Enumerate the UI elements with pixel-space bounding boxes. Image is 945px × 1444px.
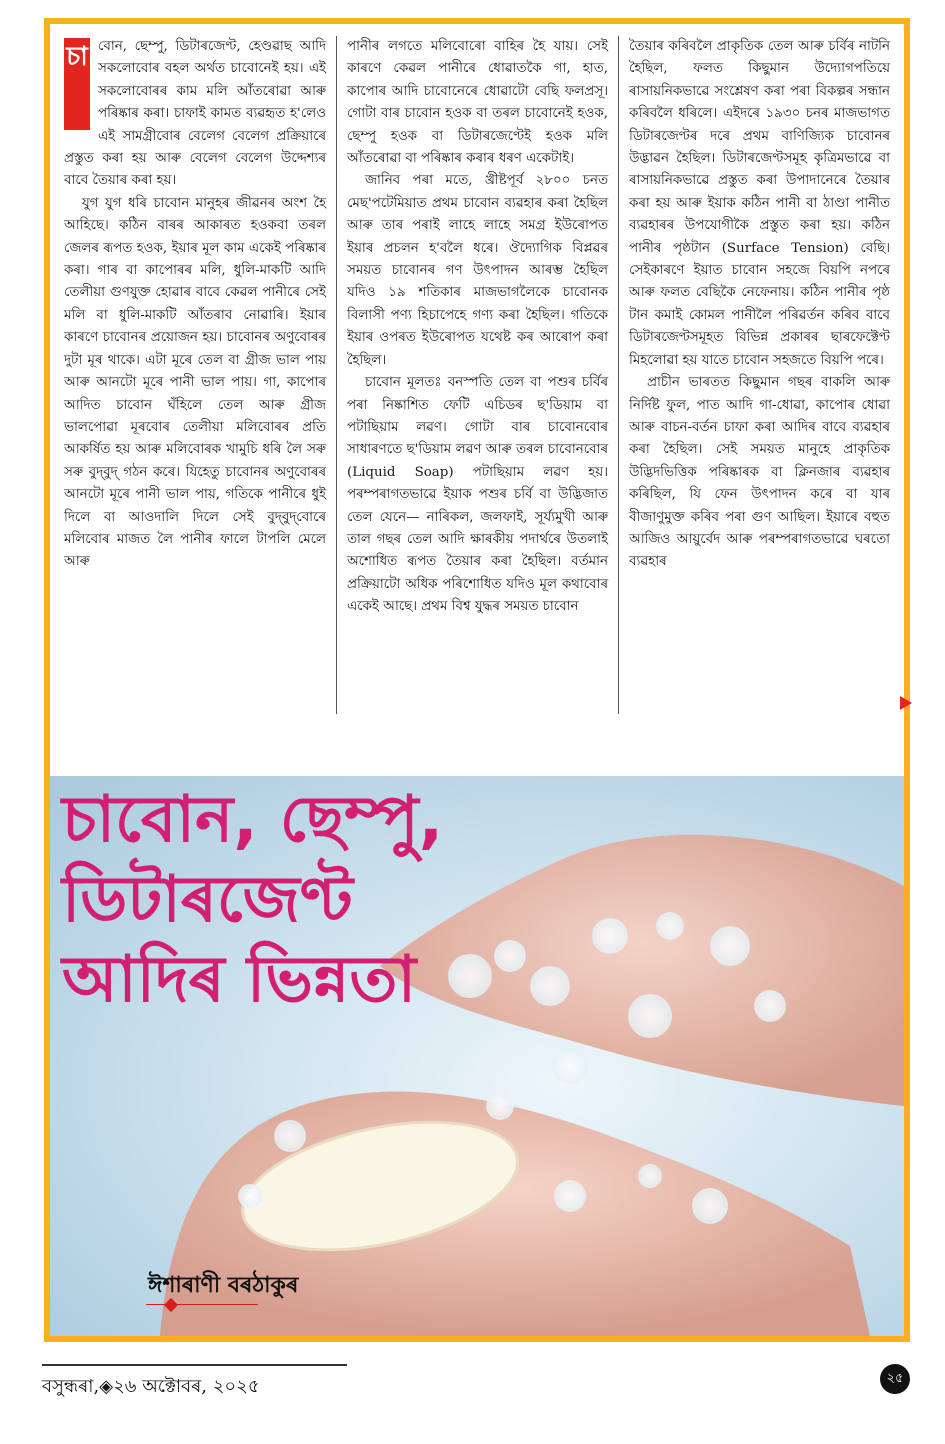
paragraph: প্ৰাচীন ভাৰতত কিছুমান গছৰ বাকলি আৰু নিৰ্দিষ্ট ফুল, পাত আদি গা-ধোৱা, কাপোৰ ধোৱা আৰু বাচন-বৰ্তন চাফা কৰা আদিৰ বাবে ব্যৱহাৰ কৰা হৈছিল। সেই সময়ত মানুহে প্ৰাকৃতিক উদ্ভিদভিত্তিক পৰিষ্কাৰক বা ক্লিনজাৰ ব্যৱহাৰ কৰিছিল, যি ফেন উৎপাদন কৰে বা যাৰ বীজাণুমুক্ত কৰিব পৰা গুণ আছিল। ইয়াৰে বহুত আজিও আয়ুৰ্বেদ আৰু পৰম্পৰাগতভাৱে ঘৰতো ব্যৱহাৰ (629, 375, 890, 570)
author-name: ঈশাৰাণী বৰঠাকুৰ (148, 1272, 299, 1298)
column-1 (54, 36, 336, 714)
column-3 (618, 36, 900, 714)
frame-right-border (904, 664, 910, 1342)
article-columns (54, 36, 900, 714)
paragraph: পানীৰ লগতে মলিবোৰো বাহিৰ হৈ যায়। সেই কাৰণে কেৱল পানীৰে ধোৱাতকৈ গা, হাত, কাপোৰ আদি চাবোনেৰে ধোৱাটো বেছি ফলপ্ৰসূ। গোটা বাৰ চাবোন হওক বা তৰল চাবোনেই হওক, ছেম্পু হওক বা ডিটাৰজেণ্টেই হওক মলি আঁতৰোৱা বা পৰিষ্কাৰ কৰাৰ ধৰণ একেটাই। (347, 39, 608, 167)
continue-arrow-icon (900, 696, 912, 710)
paragraph: চাবোন মূলতঃ বনস্পতি তেল বা পশুৰ চৰ্বিৰ পৰা নিষ্কাশিত ফেটি এচিডৰ ছ'ডিয়াম বা পটাছিয়াম লৱণ। গোটা বাৰ চাবোনবোৰ সাধাৰণতে ছ'ডিয়াম লৱণ আৰু তৰল চাবোনবোৰ (Liquid Soap) পটাছিয়াম লৱণ হয়। পৰম্পৰাগতভাৱে ইয়াক পশুৰ চৰ্বি বা উদ্ভিজাত তেল যেনে— নাৰিকল, জলফাই, সূৰ্য্যমুখী আৰু তাল গছৰ তেল আদি ক্ষাৰকীয় পদাৰ্থৰে উতলাই অশোধিত ৰূপত তৈয়াৰ কৰা হৈছিল। বৰ্তমান প্ৰক্ৰিয়াটো অধিক পৰিশোধিত যদিও মূল কথাবোৰ একেই আছে। প্ৰথম বিশ্ব যুদ্ধৰ সময়ত চাবোন (347, 375, 608, 615)
paragraph: তৈয়াৰ কৰিবলৈ প্ৰাকৃতিক তেল আৰু চৰ্বিৰ নাটনি হৈছিল, ফলত কিছুমান উদ্যোগপতিয়ে ৰাসায়নিকভাৱে সংশ্লেষণ কৰা পৰা বিকল্পৰ সন্ধান কৰিবলৈ ধৰিলে। এইদৰে ১৯৩০ চনৰ মাজভাগত ডিটাৰজেণ্টৰ দৰে প্ৰথম বাণিজ্যিক চাবোনৰ উদ্ভাৱন হৈছিল। ডিটাৰজেণ্টসমূহ কৃত্ৰিমভাৱে বা ৰাসায়নিকভাৱে প্ৰস্তুত কৰা উপাদানেৰে তৈয়াৰ কৰা হয় আৰু ইয়াক কঠিন পানী বা ঠাণ্ডা পানীত ব্যৱহাৰৰ উপযোগীকৈ প্ৰস্তুত কৰা হয়। কঠিন পানীৰ পৃষ্ঠটান (Surface Tension) বেছি। সেইকাৰণে ইয়াত চাবোন সহজে বিয়পি নপৰে আৰু ফলত বেছিকৈ নেফেনায়। কঠিন পানীৰ পৃষ্ঠ টান কমাই কোমল পানীলৈ পৰিৱৰ্তন কৰিব বাবে ডিটাৰজেণ্টসমূহত বিভিন্ন প্ৰকাৰৰ ছাৰফেক্টেণ্ট মিহলোৱা হয় যাতে চাবোন সহজতে বিয়পি পৰে। (629, 39, 890, 368)
article-title (62, 780, 443, 1020)
column-2 (336, 36, 618, 714)
title-line: আদিৰ ভিন্নতা (62, 943, 417, 1017)
drop-cap: চা (64, 38, 90, 130)
frame-bottom-border (44, 1336, 910, 1342)
title-line: চাবোন, ছেম্পু, (62, 783, 444, 857)
paragraph: চা বোন, ছেম্পু, ডিটাৰজেণ্ট, হেণ্ডৱাছ আদি সকলোবোৰ বহল অৰ্থত চাবোনেই হয়। এই সকলোবোৰৰ কাম মলি আঁতৰোৱা আৰু পৰিষ্কাৰ কৰা। চাফাই কামত ব্যৱহৃত হ'লেও এই সামগ্ৰীবোৰ বেলেগ বেলেগ প্ৰক্ৰিয়াৰে প্ৰস্তুত কৰা হয় আৰু বেলেগ বেলেগ উদ্দেশ্যৰ বাবে তৈয়াৰ কৰা হয়। (64, 39, 326, 189)
footer-rule (42, 1364, 347, 1366)
paragraph: যুগ যুগ ধৰি চাবোন মানুহৰ জীৱনৰ অংশ হৈ আহিছে। কঠিন বাৰৰ আকাৰত হওকবা তৰল জেলৰ ৰূপত হওক, ইয়াৰ মূল কাম একেই পৰিষ্কাৰ কৰা। গাৰ বা কাপোৰৰ মলি, ধুলি-মাকটি আদি তেলীয়া গুণযুক্ত হোৱাৰ বাবে কেৱল পানীৰে সেই মলি বা ধুলি-মাকটি আঁতৰাব নোৱাৰি। ইয়াৰ কাৰণে চাবোনৰ প্ৰয়োজন হয়। চাবোনৰ অণুবোৰৰ দুটা মূৰ থাকে। এটা মূৰে তেল বা গ্ৰীজ ভাল পায় আৰু আনটো মূৰে পানী ভাল পায়। গা, কাপোৰ আদিত চাবোন ঘঁহিলে তেল আৰু গ্ৰীজ ভালপোৱা মূৰবোৰ তেলীয়া মলিবোৰৰ প্ৰতি আকৰ্ষিত হয় আৰু মলিবোৰক খামুচি ধৰি লৈ সৰু সৰু বুদ্‌বুদ্‌ গঠন কৰে। যিহেতু চাবোনৰ অণুবোৰৰ আনটো মূৰে পানী ভাল পায়, গতিকে পানীৰে ধুই দিলে বা আওদালি দিলে সেই বুদ্‌বুদ্‌বোৰে মলিবোৰ মাজত লৈ পানীৰ ফালে টাপলি মেলে আৰু (64, 195, 326, 570)
title-line: ডিটাৰজেণ্ট (62, 863, 353, 937)
page-number: ২৫ (880, 1364, 910, 1394)
paragraph: জানিব পৰা মতে, খ্ৰীষ্টপূৰ্ব ২৮০০ চনত মেছ'পটেমিয়াত প্ৰথম চাবোন ব্যৱহাৰ কৰা হৈছিল আৰু তাৰ পৰাই লাহে লাহে সমগ্ৰ ইউৰোপত ইয়াৰ প্ৰচলন হ'বলৈ ধৰে। ঔদ্যোগিক বিপ্লৱৰ সময়ত চাবোনৰ গণ উৎপাদন আৰম্ভ হৈছিল যদিও ১৯ শতিকাৰ মাজভাগলৈকে চাবোনক বিলাসী পণ্য হিচাপেহে গণ্য কৰা হৈছিল। গতিকে ইয়াৰ ওপৰত ইউৰোপত যথেষ্ট কৰ আৰোপ কৰা হৈছিল। (347, 173, 608, 368)
footer-magazine-date: বসুন্ধৰা,◈২৬ অক্টোবৰ, ২০২৫ (42, 1376, 260, 1397)
